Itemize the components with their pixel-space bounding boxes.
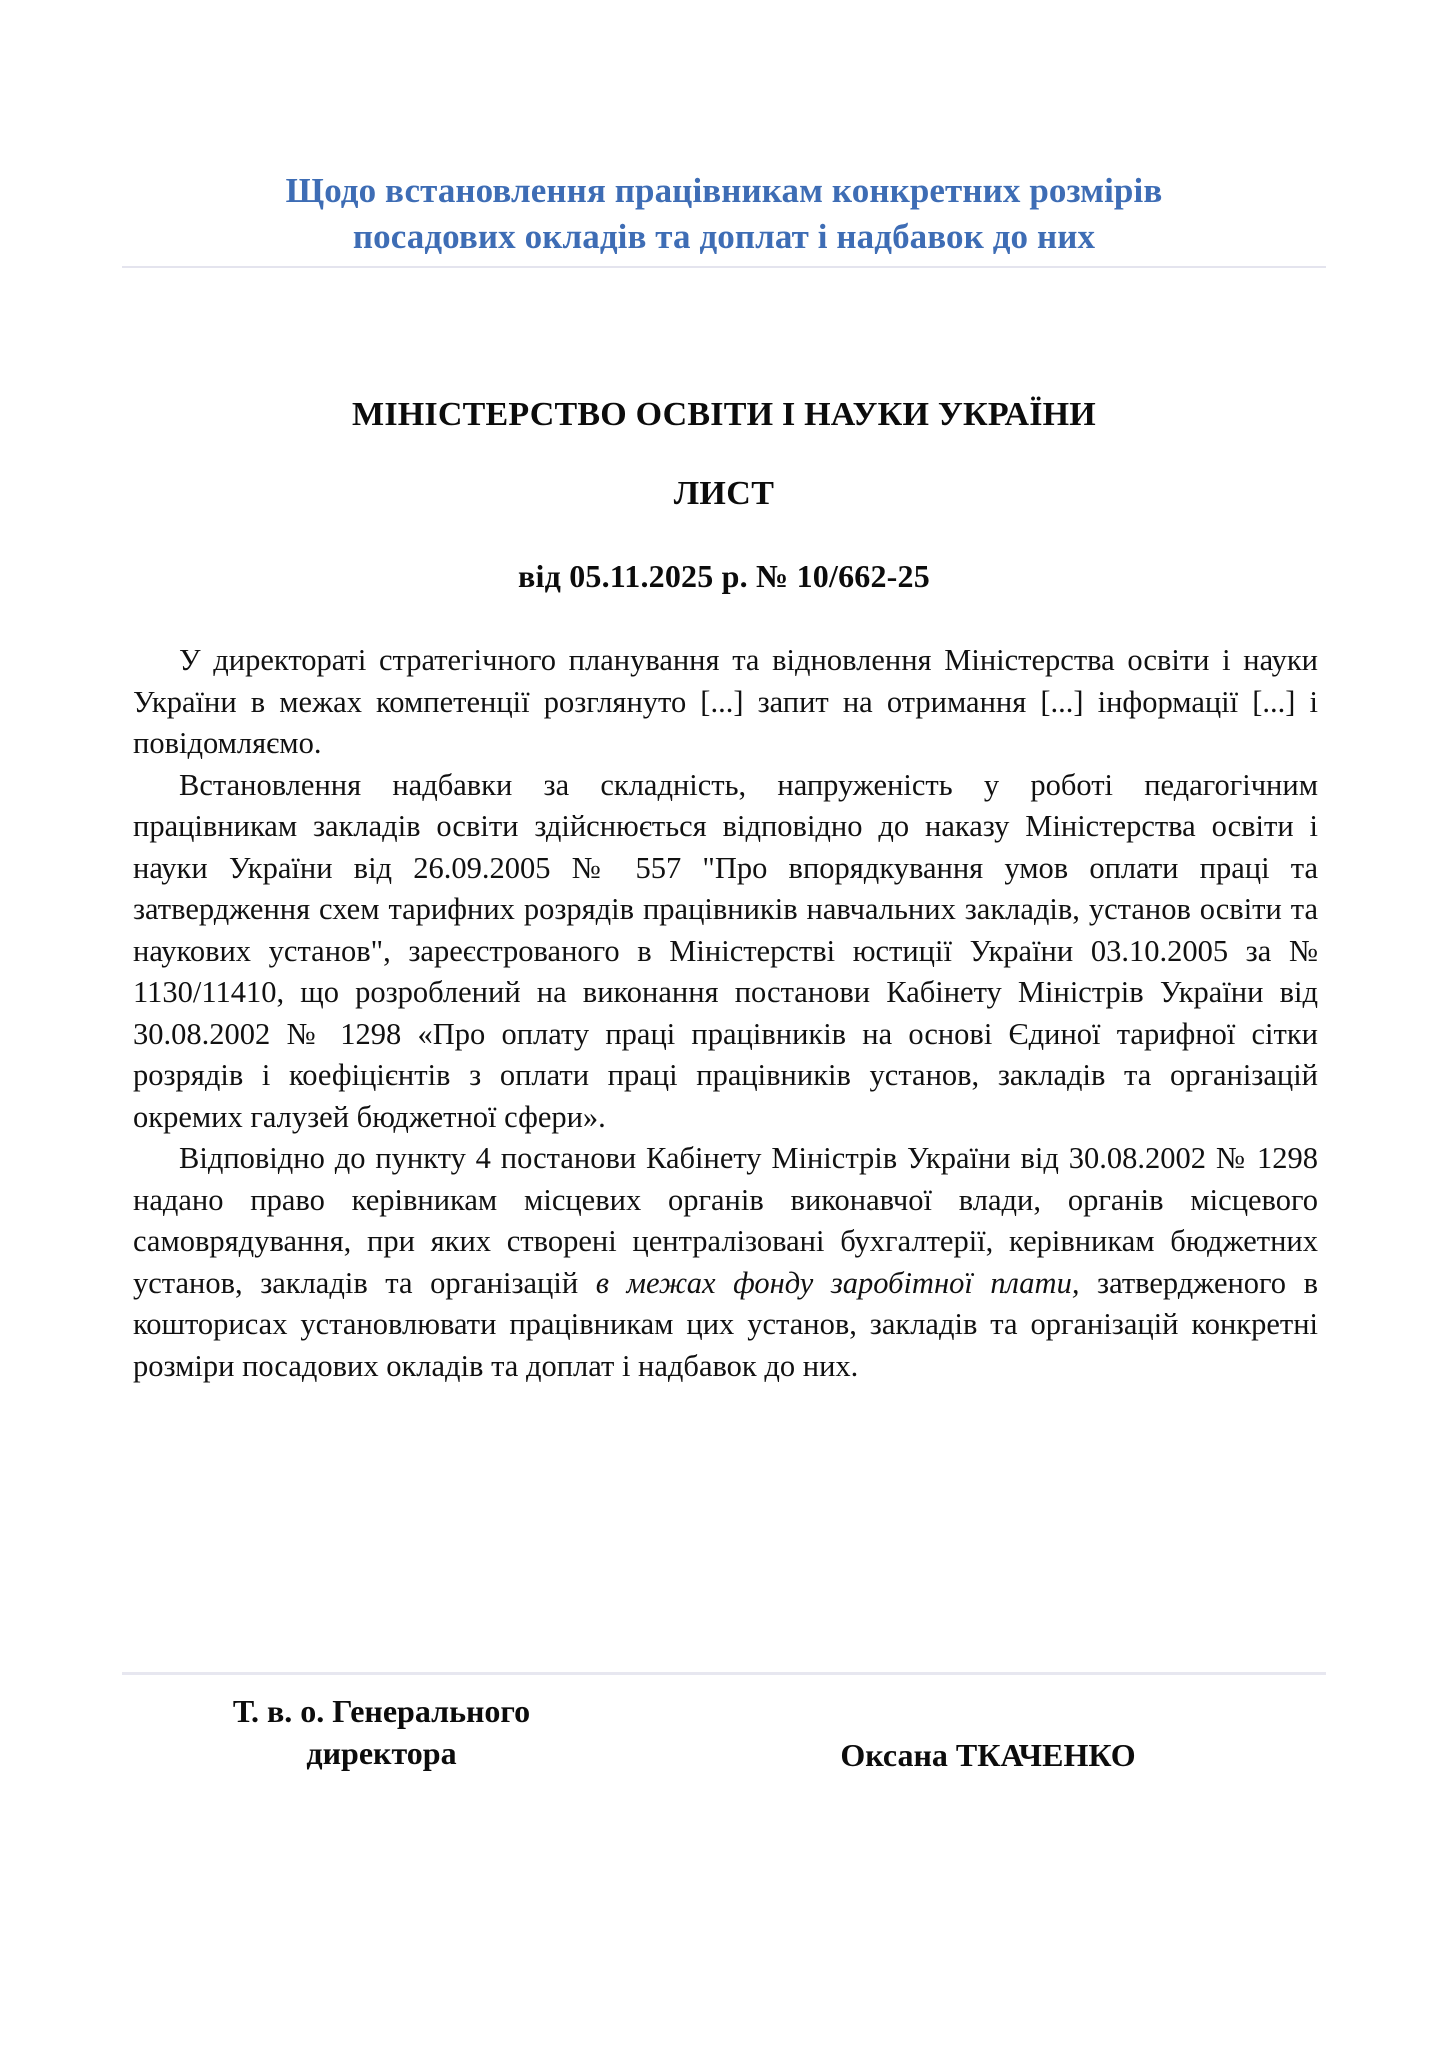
ministry-name: МІНІСТЕРСТВО ОСВІТИ І НАУКИ УКРАЇНИ bbox=[352, 396, 1096, 433]
signatory-position-line-1: Т. в. о. Генерального bbox=[232, 1693, 531, 1729]
document-body bbox=[133, 640, 1318, 1387]
signature-divider bbox=[122, 1672, 1326, 1675]
body-paragraph-1: У директораті стратегічного планування та відновлення Міністерства освіти і науки України в межах компетенції розглянуто [...] запит на отримання [...] інформації [...] і повідомляємо. bbox=[133, 643, 1318, 760]
signatory-name: Оксана ТКАЧЕНКО bbox=[840, 1737, 1136, 1773]
document-reference: від 05.11.2025 р. № 10/662-25 bbox=[518, 557, 930, 594]
header-divider bbox=[122, 266, 1326, 268]
signature-block bbox=[133, 1690, 1318, 1776]
body-paragraph-3-text-after: затвердженого в кошторисах установлювати працівникам цих установ, закладів та організацій конкретні розміри посадових окладів та доплат і надбавок до них. bbox=[133, 1265, 1319, 1383]
page-title-line-2: посадових окладів та доплат і надбавок до них bbox=[352, 216, 1096, 256]
document-type: ЛИСТ bbox=[673, 474, 775, 512]
signatory-position-line-2: директора bbox=[306, 1735, 457, 1772]
body-paragraph-3-text-before: Відповідно до пункту 4 постанови Кабінету Міністрів України від 30.08.2002 № 1298 надано право керівникам місцевих органів виконавчої влади, органів місцевого самоврядування, при яких створені централізовані бухгалтерії, керівникам бюджетних установ, закладів та організацій bbox=[133, 1141, 1318, 1300]
page-title bbox=[160, 168, 1288, 259]
document-title-block bbox=[160, 395, 1288, 595]
signatory-position bbox=[133, 1690, 588, 1774]
body-paragraph-2: Встановлення надбавки за складність, напруженість у роботі педагогічним працівникам закладів освіти здійснюється відповідно до наказу Міністерства освіти і науки України від 26.09.2005 № 557 "Про впорядкування умов оплати праці та затвердження схем тарифних розрядів працівників навчальних закладів, установ освіти та наукових установ", зареєстрованого в Міністерстві юстиції України 03.10.2005 за № 1130/11410, що розроблений на виконання постанови Кабінету Міністрів України від 30.08.2002 № 1298 «Про оплату праці працівників на основі Єдиної тарифної сітки розрядів і коефіцієнтів з оплати праці працівників установ, закладів та організацій окремих галузей бюджетної сфери». bbox=[133, 767, 1318, 1134]
body-paragraph-3 bbox=[133, 1138, 1318, 1387]
page-title-line-1: Щодо встановлення працівникам конкретних розмірів bbox=[285, 171, 1163, 210]
body-paragraph-3-emphasis: в межах фонду заробітної плати, bbox=[595, 1265, 1080, 1300]
